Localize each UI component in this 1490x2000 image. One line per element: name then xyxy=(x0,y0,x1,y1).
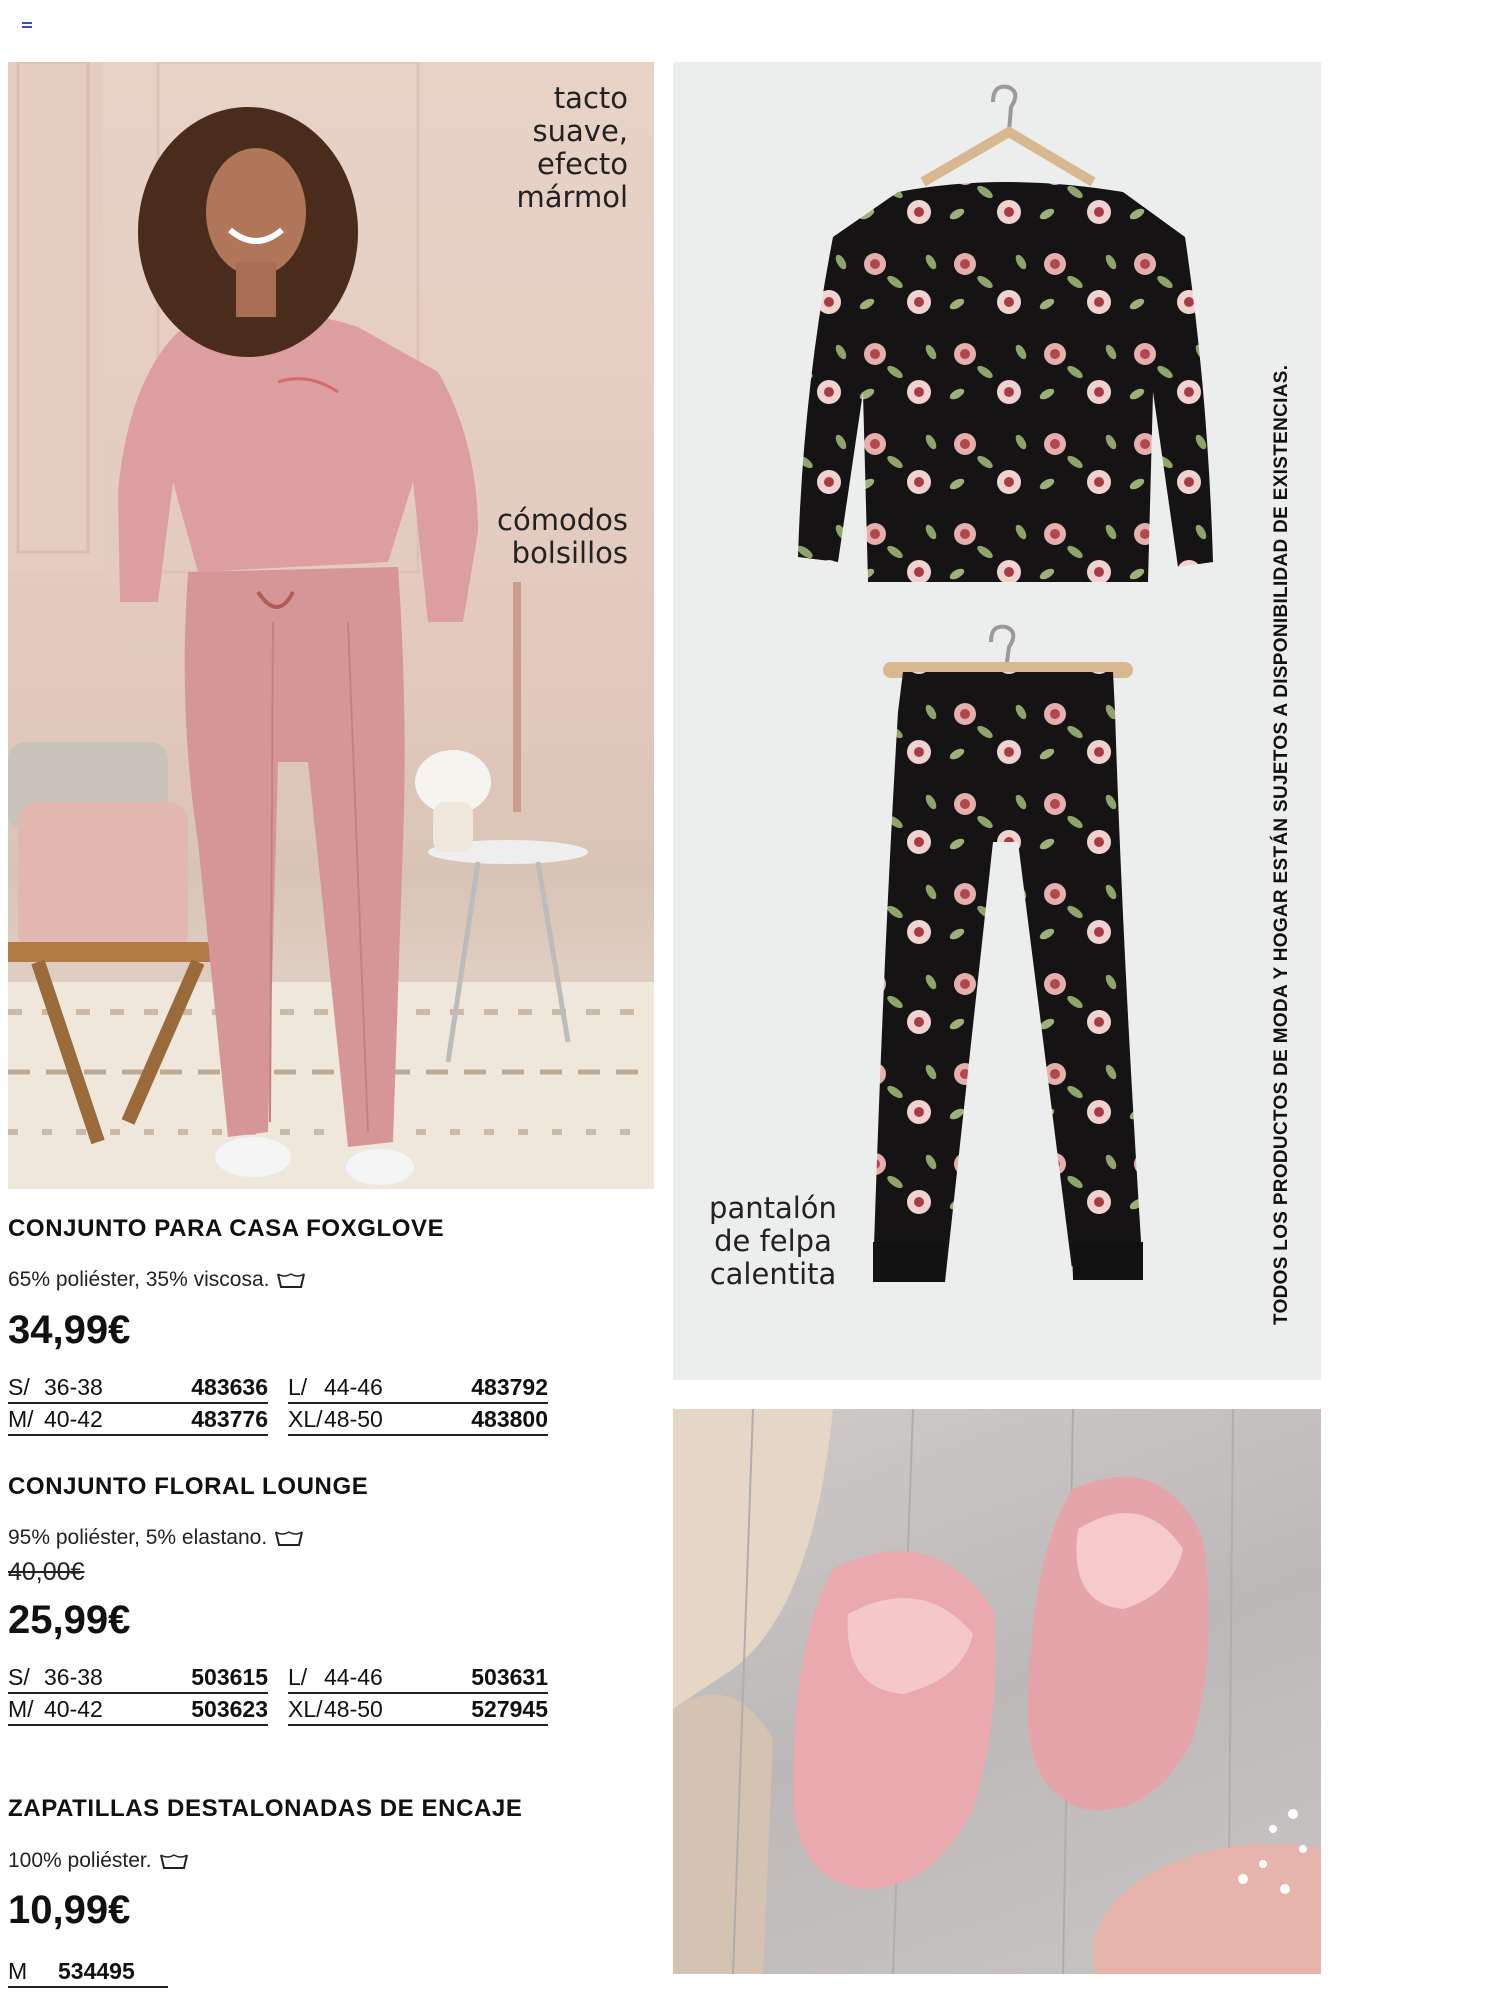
size-option xyxy=(288,1404,548,1436)
size-option xyxy=(8,1404,268,1436)
size-label: XL/ xyxy=(288,1696,323,1722)
size-option xyxy=(8,1694,268,1726)
slippers-illustration xyxy=(673,1409,1321,1974)
size-range: 44-46 xyxy=(324,1664,383,1690)
size-label: M/ xyxy=(8,1406,34,1432)
slippers-photo xyxy=(673,1409,1321,1974)
size-label: L/ xyxy=(288,1664,308,1690)
floral-pyjama-photo xyxy=(673,62,1321,1380)
size-label: M/ xyxy=(8,1696,34,1722)
size-label: M xyxy=(8,1958,28,1984)
size-range: 40-42 xyxy=(44,1406,103,1432)
callout-pockets: cómodos bolsillos xyxy=(497,503,628,570)
size-option xyxy=(288,1662,548,1694)
product-code: 483776 xyxy=(191,1406,268,1432)
size-option xyxy=(8,1662,268,1694)
callout-soft-touch: tacto suave, efecto mármol xyxy=(516,81,628,214)
product-code: 534495 xyxy=(58,1958,135,1984)
model-photo xyxy=(8,62,654,1189)
product-code: 503615 xyxy=(191,1664,268,1690)
size-label: XL/ xyxy=(288,1406,323,1432)
size-option xyxy=(8,1956,168,1988)
floral-pyjama-illustration xyxy=(673,62,1321,1380)
size-row xyxy=(8,1956,188,1988)
product-code: 503623 xyxy=(191,1696,268,1722)
size-label: S/ xyxy=(8,1374,30,1400)
size-range: 40-42 xyxy=(44,1696,103,1722)
material-text: 65% poliéster, 35% viscosa. xyxy=(8,1268,270,1291)
size-row xyxy=(8,1372,568,1404)
material-text: 95% poliéster, 5% elastano. xyxy=(8,1526,268,1549)
model-illustration xyxy=(8,62,654,1189)
size-row xyxy=(8,1404,568,1436)
size-range: 36-38 xyxy=(44,1374,103,1400)
stock-disclaimer: TODOS LOS PRODUCTOS DE MODA Y HOGAR ESTÁN SUJETOS A DISPONIBILIDAD DE EXISTENCIAS. xyxy=(1271,364,1292,1325)
size-table xyxy=(8,1372,568,1436)
size-range: 44-46 xyxy=(324,1374,383,1400)
size-range: 36-38 xyxy=(44,1664,103,1690)
size-table xyxy=(8,1662,568,1726)
wash-30-icon xyxy=(275,1529,303,1547)
hamburger-menu-icon[interactable] xyxy=(22,22,32,30)
product-code: 503631 xyxy=(471,1664,548,1690)
product-material xyxy=(8,1526,303,1550)
product-material xyxy=(8,1849,188,1873)
product-price: 34,99€ xyxy=(8,1308,131,1352)
product-material xyxy=(8,1268,305,1292)
size-row xyxy=(8,1694,568,1726)
product-code: 483800 xyxy=(471,1406,548,1432)
wash-30-icon xyxy=(277,1271,305,1289)
wash-30-icon xyxy=(160,1852,188,1870)
size-option xyxy=(8,1372,268,1404)
product-code: 483636 xyxy=(191,1374,268,1400)
size-option xyxy=(288,1694,548,1726)
product-title: ZAPATILLAS DESTALONADAS DE ENCAJE xyxy=(8,1795,523,1822)
product-code: 527945 xyxy=(471,1696,548,1722)
product-price: 10,99€ xyxy=(8,1888,131,1932)
size-label: S/ xyxy=(8,1664,30,1690)
size-range: 48-50 xyxy=(324,1696,383,1722)
size-range: 48-50 xyxy=(324,1406,383,1432)
size-label: L/ xyxy=(288,1374,308,1400)
product-title: CONJUNTO PARA CASA FOXGLOVE xyxy=(8,1215,445,1242)
callout-fleece-pants: pantalón de felpa calentita xyxy=(709,1191,837,1291)
product-price: 25,99€ xyxy=(8,1598,131,1642)
material-text: 100% poliéster. xyxy=(8,1849,152,1872)
product-title: CONJUNTO FLORAL LOUNGE xyxy=(8,1473,369,1500)
size-option xyxy=(288,1372,548,1404)
product-old-price: 40,00€ xyxy=(8,1558,85,1586)
product-code: 483792 xyxy=(471,1374,548,1400)
size-row xyxy=(8,1662,568,1694)
size-table xyxy=(8,1956,188,1988)
